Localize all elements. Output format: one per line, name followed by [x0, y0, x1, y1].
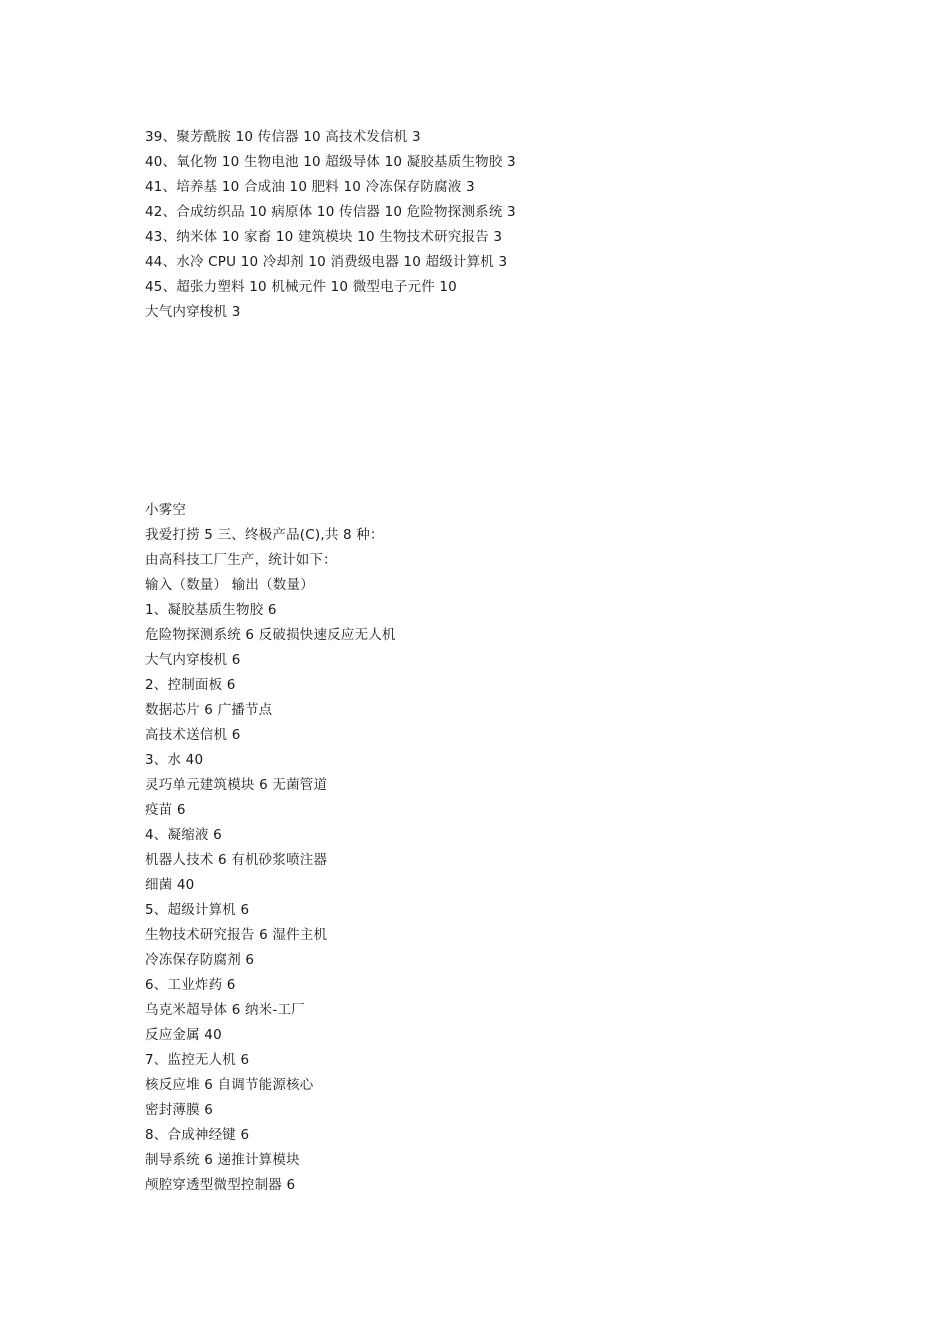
text-line: 39、聚芳酰胺 10 传信器 10 高技术发信机 3	[145, 129, 421, 145]
text-line: 4、凝缩液 6	[145, 827, 222, 843]
text-line: 3、水 40	[145, 752, 204, 768]
text-line: 41、培养基 10 合成油 10 肥料 10 冷冻保存防腐液 3	[145, 179, 475, 195]
text-line: 42、合成纺织品 10 病原体 10 传信器 10 危险物探测系统 3	[145, 204, 516, 220]
text-line: 密封薄膜 6	[145, 1102, 214, 1118]
text-line: 大气内穿梭机 3	[145, 304, 241, 320]
text-line: 疫苗 6	[145, 802, 186, 818]
text-line: 5、超级计算机 6	[145, 902, 250, 918]
section-author: 小雾空	[145, 502, 187, 518]
text-line: 机器人技术 6 有机砂浆喷注器	[145, 852, 328, 868]
text-line: 危险物探测系统 6 反破损快速反应无人机	[145, 627, 396, 643]
text-line: 核反应堆 6 自调节能源核心	[145, 1077, 314, 1093]
text-line: 44、水冷 CPU 10 冷却剂 10 消费级电器 10 超级计算机 3	[145, 254, 508, 270]
text-line: 40、氧化物 10 生物电池 10 超级导体 10 凝胶基质生物胶 3	[145, 154, 516, 170]
section-intro: 由高科技工厂生产，统计如下：	[145, 552, 337, 568]
section-b-list	[145, 498, 865, 1198]
text-line: 数据芯片 6 广播节点	[145, 702, 273, 718]
column-header: 输入（数量） 输出（数量）	[145, 577, 314, 593]
text-line: 乌克米超导体 6 纳米-工厂	[145, 1002, 305, 1018]
text-line: 生物技术研究报告 6 湿件主机	[145, 927, 328, 943]
text-line: 大气内穿梭机 6	[145, 652, 241, 668]
text-line: 颅腔穿透型微型控制器 6	[145, 1177, 296, 1193]
section-heading: 我爱打捞 5 三、终极产品(C),共 8 种：	[145, 527, 384, 543]
text-line: 43、纳米体 10 家畜 10 建筑模块 10 生物技术研究报告 3	[145, 229, 503, 245]
text-line: 高技术送信机 6	[145, 727, 241, 743]
text-line: 1、凝胶基质生物胶 6	[145, 602, 277, 618]
text-line: 细菌 40	[145, 877, 195, 893]
section-a-list	[145, 125, 865, 325]
text-line: 冷冻保存防腐剂 6	[145, 952, 255, 968]
text-line: 45、超张力塑料 10 机械元件 10 微型电子元件 10	[145, 279, 457, 295]
text-line: 灵巧单元建筑模块 6 无菌管道	[145, 777, 328, 793]
text-line: 8、合成神经键 6	[145, 1127, 250, 1143]
text-line: 6、工业炸药 6	[145, 977, 236, 993]
text-line: 7、监控无人机 6	[145, 1052, 250, 1068]
text-line: 2、控制面板 6	[145, 677, 236, 693]
text-line: 反应金属 40	[145, 1027, 222, 1043]
text-line: 制导系统 6 递推计算模块	[145, 1152, 300, 1168]
